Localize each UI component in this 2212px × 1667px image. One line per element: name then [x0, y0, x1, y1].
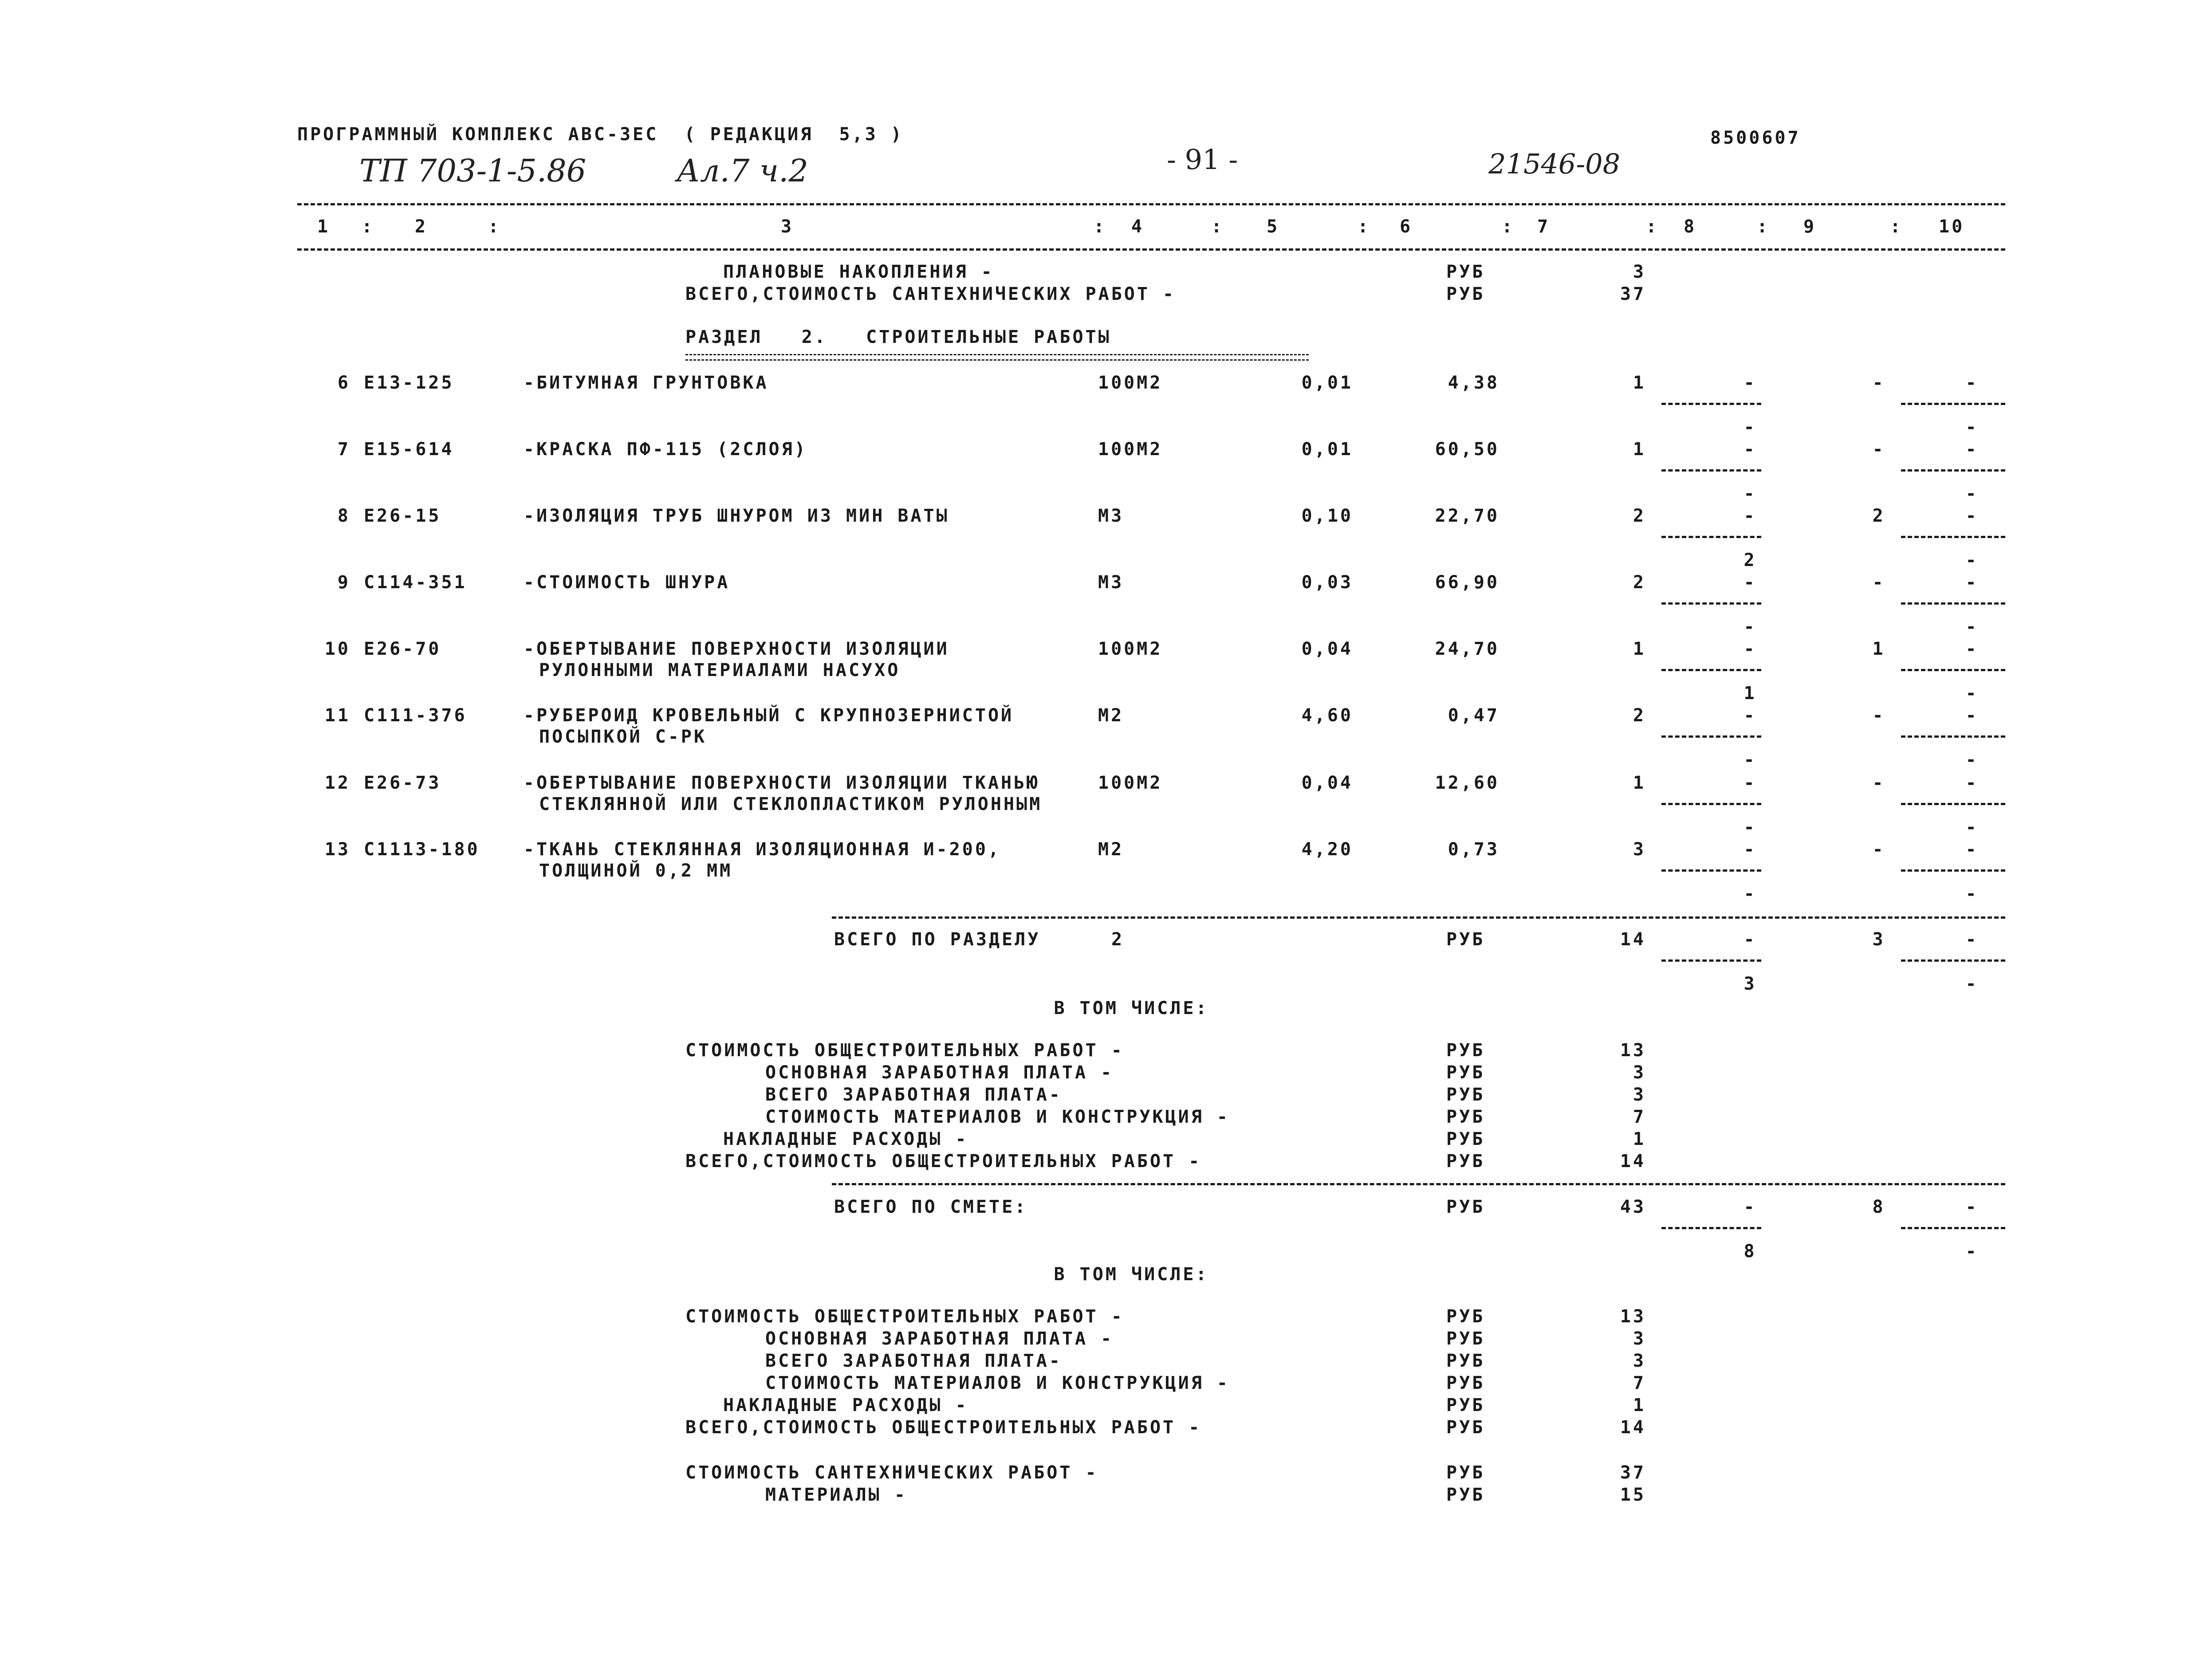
col8-value: - [1744, 705, 1757, 726]
row-number: 7 [337, 439, 350, 460]
col8-value: - [1744, 572, 1757, 593]
row-number: 10 [324, 639, 350, 659]
row-name: -ТКАНЬ СТЕКЛЯННАЯ ИЗОЛЯЦИОННАЯ И-200, [523, 839, 1001, 860]
col10-value-2: - [1965, 750, 1979, 770]
row-price: 12,60 [1435, 773, 1500, 793]
total-unit: РУБ [1446, 262, 1485, 282]
breakdown-unit: РУБ [1446, 1107, 1485, 1127]
breakdown-label: ВСЕГО ЗАРАБОТНАЯ ПЛАТА- [765, 1085, 1062, 1105]
cell-underline [1901, 536, 2005, 538]
col10-value-2: - [1965, 1241, 1979, 1262]
page-number: - 91 - [1167, 143, 1238, 176]
breakdown-value: 37 [1620, 1463, 1646, 1483]
including-title: В ТОМ ЧИСЛЕ: [1054, 1264, 1209, 1285]
breakdown-value: 14 [1620, 1417, 1646, 1438]
breakdown-value: 3 [1633, 1351, 1646, 1371]
breakdown-unit: РУБ [1446, 1129, 1485, 1149]
total-value: 3 [1633, 262, 1646, 282]
cell-underline [1661, 536, 1761, 538]
breakdown-label: НАКЛАДНЫЕ РАСХОДЫ - [723, 1395, 968, 1415]
cell-underline [1661, 669, 1761, 671]
col8-value-2: - [1744, 484, 1757, 504]
column-separator: : [1211, 216, 1224, 237]
row-name: -СТОИМОСТЬ ШНУРА [523, 572, 730, 593]
project-number: ТП 703-1-5.86 [359, 153, 586, 189]
breakdown-unit: РУБ [1446, 1395, 1485, 1415]
breakdown-value: 7 [1633, 1373, 1646, 1393]
col9-value: - [1872, 705, 1885, 726]
row-name-continued: РУЛОННЫМИ МАТЕРИАЛАМИ НАСУХО [539, 660, 901, 680]
col9-value: - [1872, 439, 1885, 460]
row-name-continued: ТОЛЩИНОЙ 0,2 ММ [539, 861, 733, 881]
column-separator: : [1094, 216, 1107, 237]
breakdown-label: ВСЕГО,СТОИМОСТЬ ОБЩЕСТРОИТЕЛЬНЫХ РАБОТ - [685, 1151, 1202, 1172]
row-unit: 100М2 [1098, 439, 1163, 460]
divider [297, 203, 2005, 205]
section-total-label: ВСЕГО ПО РАЗДЕЛУ [834, 929, 1041, 950]
row-quantity: 0,03 [1301, 572, 1353, 593]
row-price: 66,90 [1435, 572, 1500, 593]
col10-value-2: - [1965, 974, 1979, 994]
row-name: -ОБЕРТЫВАНИЕ ПОВЕРХНОСТИ ИЗОЛЯЦИИ ТКАНЬЮ [523, 773, 1040, 793]
column-header-4: 4 [1131, 216, 1145, 237]
column-separator: : [1358, 216, 1371, 237]
cell-underline [1661, 803, 1761, 805]
column-separator: : [1757, 216, 1770, 237]
breakdown-unit: РУБ [1446, 1463, 1485, 1483]
section-title: РАЗДЕЛ 2. СТРОИТЕЛЬНЫЕ РАБОТЫ [685, 327, 1111, 347]
row-number: 9 [337, 572, 350, 593]
row-unit: 100М2 [1098, 373, 1163, 393]
cell-underline [1901, 735, 2005, 738]
breakdown-label: СТОИМОСТЬ МАТЕРИАЛОВ И КОНСТРУКЦИЯ - [765, 1107, 1230, 1127]
col10-value-2: - [1965, 683, 1979, 704]
row-price: 0,73 [1448, 839, 1500, 860]
estimate-total-value: 43 [1620, 1197, 1646, 1217]
row-name: -КРАСКА ПФ-115 (2СЛОЯ) [523, 439, 807, 460]
breakdown-unit: РУБ [1446, 1151, 1485, 1172]
col8-value-2: - [1744, 417, 1757, 437]
cell-underline [1901, 959, 2005, 962]
col8-value: - [1744, 1197, 1757, 1217]
breakdown-value: 1 [1633, 1129, 1646, 1149]
column-separator: : [1890, 216, 1903, 237]
breakdown-unit: РУБ [1446, 1062, 1485, 1083]
breakdown-unit: РУБ [1446, 1373, 1485, 1393]
row-quantity: 0,10 [1301, 506, 1353, 526]
row-unit: М3 [1098, 506, 1124, 526]
row-unit: М2 [1098, 705, 1124, 726]
row-total: 2 [1633, 506, 1646, 526]
breakdown-label: СТОИМОСТЬ ОБЩЕСТРОИТЕЛЬНЫХ РАБОТ - [685, 1306, 1124, 1327]
row-price: 24,70 [1435, 639, 1500, 659]
col8-value-2: - [1744, 750, 1757, 770]
row-code: Е26-15 [364, 506, 441, 526]
row-total: 1 [1633, 639, 1646, 659]
col8-value: - [1744, 773, 1757, 793]
breakdown-value: 3 [1633, 1085, 1646, 1105]
section-total-unit: РУБ [1446, 929, 1485, 950]
sheet-number: 21546-08 [1488, 148, 1621, 180]
col10-value: - [1965, 373, 1979, 393]
column-header-3: 3 [781, 216, 794, 237]
breakdown-value: 7 [1633, 1107, 1646, 1127]
column-separator: : [488, 216, 501, 237]
row-total: 2 [1633, 705, 1646, 726]
breakdown-value: 3 [1633, 1062, 1646, 1083]
cell-underline [1901, 869, 2005, 872]
row-total: 1 [1633, 773, 1646, 793]
row-price: 60,50 [1435, 439, 1500, 460]
cell-underline [1661, 469, 1761, 472]
column-header-10: 10 [1939, 216, 1965, 237]
divider [832, 916, 2005, 919]
section-total-number: 2 [1111, 929, 1125, 950]
column-separator: : [1646, 216, 1659, 237]
row-quantity: 0,01 [1301, 373, 1353, 393]
breakdown-label: СТОИМОСТЬ ОБЩЕСТРОИТЕЛЬНЫХ РАБОТ - [685, 1040, 1124, 1061]
col9-value: - [1872, 572, 1885, 593]
breakdown-value: 13 [1620, 1306, 1646, 1327]
row-name: -ОБЕРТЫВАНИЕ ПОВЕРХНОСТИ ИЗОЛЯЦИИ [523, 639, 949, 659]
breakdown-label: ВСЕГО,СТОИМОСТЬ ОБЩЕСТРОИТЕЛЬНЫХ РАБОТ - [685, 1417, 1202, 1438]
column-header-2: 2 [415, 216, 428, 237]
col8-value: - [1744, 839, 1757, 860]
album-number: Ал.7 ч.2 [677, 153, 808, 189]
breakdown-label: МАТЕРИАЛЫ - [765, 1485, 907, 1505]
col10-value: - [1965, 705, 1979, 726]
cell-underline [1661, 959, 1761, 962]
row-code: Е26-70 [364, 639, 441, 659]
estimate-total-label: ВСЕГО ПО СМЕТЕ: [834, 1197, 1028, 1217]
col10-value-2: - [1965, 417, 1979, 437]
col8-value: - [1744, 929, 1757, 950]
breakdown-label: СТОИМОСТЬ САНТЕХНИЧЕСКИХ РАБОТ - [685, 1463, 1098, 1483]
col10-value: - [1965, 572, 1979, 593]
cell-underline [1901, 669, 2005, 671]
col9-value: - [1872, 373, 1885, 393]
col8-value: - [1744, 373, 1757, 393]
row-number: 6 [337, 373, 350, 393]
row-number: 13 [324, 839, 350, 860]
breakdown-label: НАКЛАДНЫЕ РАСХОДЫ - [723, 1129, 968, 1149]
breakdown-value: 14 [1620, 1151, 1646, 1172]
cell-underline [1661, 403, 1761, 405]
col8-value-2: 8 [1744, 1241, 1757, 1262]
breakdown-label: ОСНОВНАЯ ЗАРАБОТНАЯ ПЛАТА - [765, 1062, 1114, 1083]
cell-underline [1901, 803, 2005, 805]
col8-value: - [1744, 506, 1757, 526]
col10-value: - [1965, 773, 1979, 793]
row-name-continued: ПОСЫПКОЙ С-РК [539, 727, 707, 747]
row-total: 2 [1633, 572, 1646, 593]
col10-value: - [1965, 639, 1979, 659]
row-price: 4,38 [1448, 373, 1500, 393]
estimate-total-unit: РУБ [1446, 1197, 1485, 1217]
col10-value: - [1965, 439, 1979, 460]
cell-underline [1661, 602, 1761, 605]
breakdown-unit: РУБ [1446, 1040, 1485, 1061]
col10-value: - [1965, 506, 1979, 526]
breakdown-unit: РУБ [1446, 1329, 1485, 1349]
cell-underline [1901, 1227, 2005, 1229]
row-code: С111-376 [364, 705, 467, 726]
total-value: 37 [1620, 284, 1646, 304]
row-unit: М3 [1098, 572, 1124, 593]
section-total-value: 14 [1620, 929, 1646, 950]
cell-underline [1661, 735, 1761, 738]
col10-value: - [1965, 1197, 1979, 1217]
breakdown-label: ОСНОВНАЯ ЗАРАБОТНАЯ ПЛАТА - [765, 1329, 1114, 1349]
breakdown-unit: РУБ [1446, 1417, 1485, 1438]
row-number: 11 [324, 705, 350, 726]
row-unit: М2 [1098, 839, 1124, 860]
cell-underline [1661, 869, 1761, 872]
column-separator: : [1502, 216, 1515, 237]
col8-value-2: 1 [1744, 683, 1757, 704]
row-quantity: 4,20 [1301, 839, 1353, 860]
row-quantity: 4,60 [1301, 705, 1353, 726]
cell-underline [1901, 602, 2005, 605]
column-header-8: 8 [1684, 216, 1697, 237]
breakdown-value: 1 [1633, 1395, 1646, 1415]
breakdown-value: 13 [1620, 1040, 1646, 1061]
total-label: ВСЕГО,СТОИМОСТЬ САНТЕХНИЧЕСКИХ РАБОТ - [685, 284, 1176, 304]
col9-value: - [1872, 839, 1885, 860]
col9-value: 8 [1872, 1197, 1885, 1217]
row-code: Е13-125 [364, 373, 454, 393]
column-header-1: 1 [317, 216, 331, 237]
breakdown-value: 15 [1620, 1485, 1646, 1505]
column-header-9: 9 [1803, 216, 1817, 237]
including-title: В ТОМ ЧИСЛЕ: [1054, 998, 1209, 1018]
row-code: С114-351 [364, 572, 467, 593]
col10-value-2: - [1965, 550, 1979, 570]
breakdown-unit: РУБ [1446, 1485, 1485, 1505]
column-header-7: 7 [1537, 216, 1551, 237]
row-code: Е15-614 [364, 439, 454, 460]
row-total: 3 [1633, 839, 1646, 860]
row-code: Е26-73 [364, 773, 441, 793]
cell-underline [1901, 403, 2005, 405]
col8-value-2: 3 [1744, 974, 1757, 994]
col8-value-2: 2 [1744, 550, 1757, 570]
col10-value-2: - [1965, 817, 1979, 837]
column-header-6: 6 [1400, 216, 1413, 237]
row-total: 1 [1633, 439, 1646, 460]
row-quantity: 0,04 [1301, 639, 1353, 659]
row-price: 22,70 [1435, 506, 1500, 526]
row-total: 1 [1633, 373, 1646, 393]
row-price: 0,47 [1448, 705, 1500, 726]
col10-value: - [1965, 839, 1979, 860]
row-number: 12 [324, 773, 350, 793]
row-name: -БИТУМНАЯ ГРУНТОВКА [523, 373, 769, 393]
col8-value: - [1744, 639, 1757, 659]
row-name: -ИЗОЛЯЦИЯ ТРУБ ШНУРОМ ИЗ МИН ВАТЫ [523, 506, 949, 526]
row-name-continued: СТЕКЛЯННОЙ ИЛИ СТЕКЛОПЛАСТИКОМ РУЛОННЫМ [539, 794, 1043, 814]
row-number: 8 [337, 506, 350, 526]
col8-value-2: - [1744, 884, 1757, 904]
col10-value-2: - [1965, 484, 1979, 504]
col10-value-2: - [1965, 884, 1979, 904]
col10-value-2: - [1965, 617, 1979, 637]
row-unit: 100М2 [1098, 639, 1163, 659]
cell-underline [1901, 469, 2005, 472]
col10-value: - [1965, 929, 1979, 950]
total-unit: РУБ [1446, 284, 1485, 304]
breakdown-value: 3 [1633, 1329, 1646, 1349]
divider [832, 1183, 2005, 1185]
col9-value: 2 [1872, 506, 1885, 526]
breakdown-label: ВСЕГО ЗАРАБОТНАЯ ПЛАТА- [765, 1351, 1062, 1371]
column-header-5: 5 [1267, 216, 1280, 237]
section-title-underline [685, 354, 1309, 361]
cell-underline [1661, 1227, 1761, 1229]
col8-value-2: - [1744, 817, 1757, 837]
row-quantity: 0,04 [1301, 773, 1353, 793]
breakdown-label: СТОИМОСТЬ МАТЕРИАЛОВ И КОНСТРУКЦИЯ - [765, 1373, 1230, 1393]
row-name: -РУБЕРОИД КРОВЕЛЬНЫЙ С КРУПНОЗЕРНИСТОЙ [523, 705, 1014, 726]
program-title: ПРОГРАММНЫЙ КОМПЛЕКС АВС-ЗЕС ( РЕДАКЦИЯ 5,3 ) [297, 124, 904, 145]
breakdown-unit: РУБ [1446, 1306, 1485, 1327]
col9-value: - [1872, 773, 1885, 793]
total-label: ПЛАНОВЫЕ НАКОПЛЕНИЯ - [723, 262, 994, 282]
breakdown-unit: РУБ [1446, 1085, 1485, 1105]
column-separator: : [362, 216, 375, 237]
row-unit: 100М2 [1098, 773, 1163, 793]
divider [297, 248, 2005, 251]
row-code: С1113-180 [364, 839, 480, 860]
col9-value: 3 [1872, 929, 1885, 950]
breakdown-unit: РУБ [1446, 1351, 1485, 1371]
col9-value: 1 [1872, 639, 1885, 659]
row-quantity: 0,01 [1301, 439, 1353, 460]
col8-value: - [1744, 439, 1757, 460]
col8-value-2: - [1744, 617, 1757, 637]
document-code: 8500607 [1710, 128, 1801, 148]
